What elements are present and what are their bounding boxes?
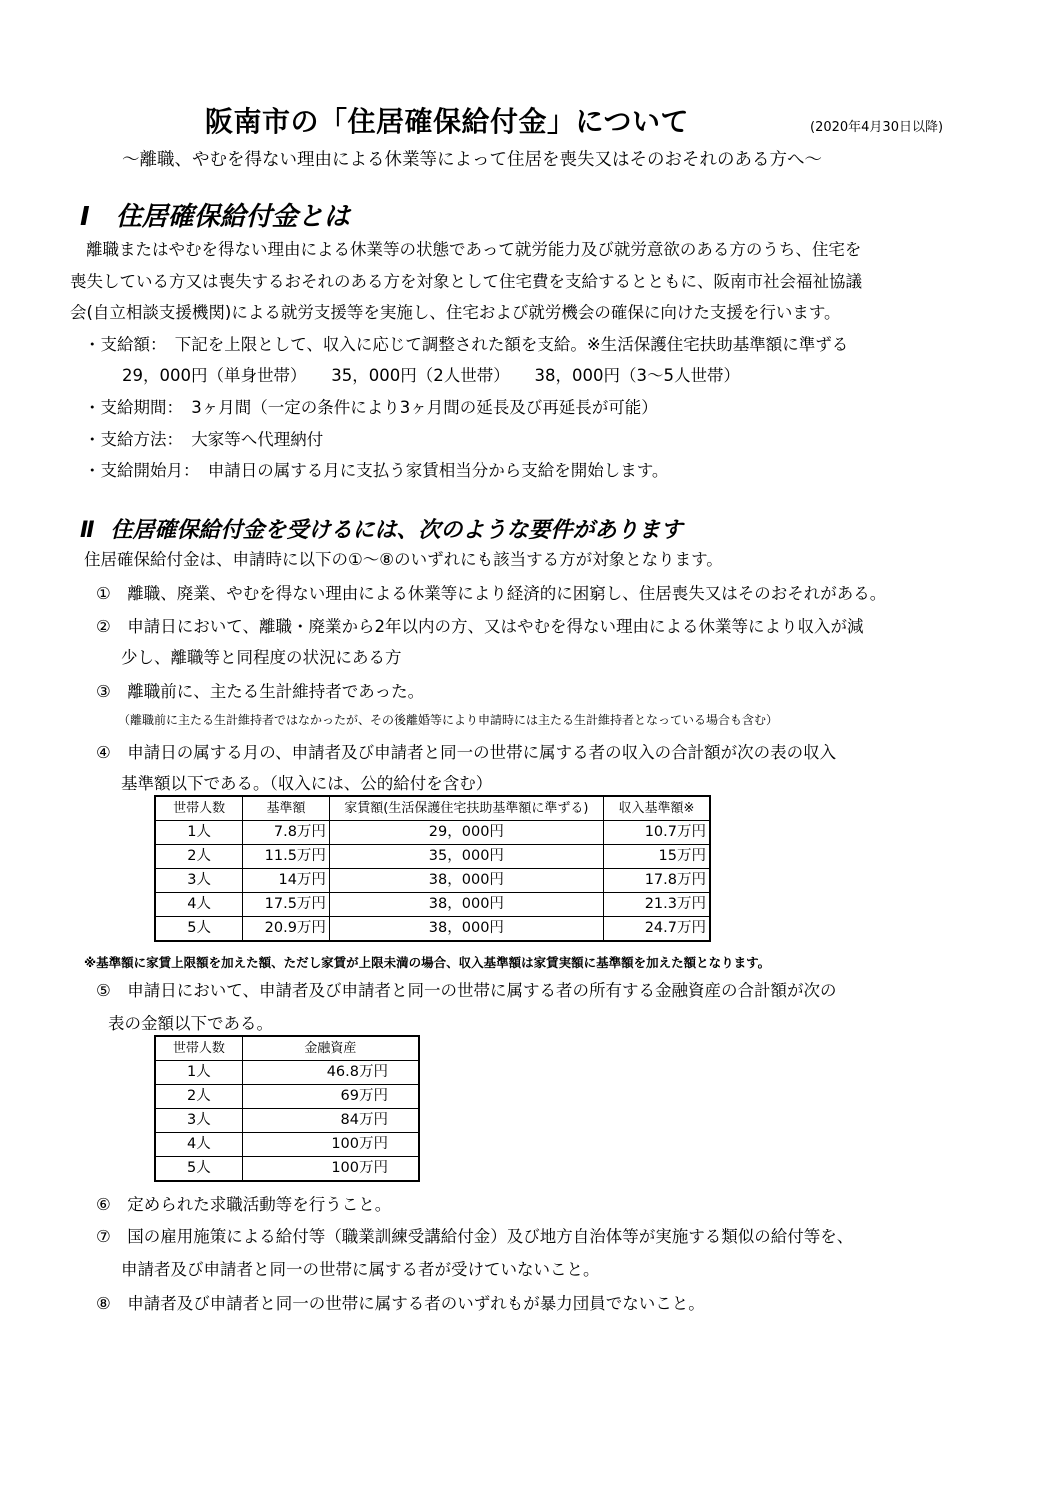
household-size-cell: 3人 bbox=[155, 869, 243, 893]
table-row bbox=[155, 1157, 419, 1182]
income-table-footnote: ※基準額に家賃上限額を加えた額、ただし家賃が上限未満の場合、収入基準額は家賃実額に基準額を加えた額となります。 bbox=[84, 955, 771, 970]
household-size-cell: 1人 bbox=[155, 821, 243, 845]
base-amount-cell: 14万円 bbox=[243, 869, 330, 893]
requirement-3-note: （離職前に主たる生計維持者ではなかったが、その後離婚等により申請時には主たる生計維持者となっている場合も含む） bbox=[118, 713, 779, 727]
rent-amount-cell: 38，000円 bbox=[329, 917, 603, 942]
income-threshold-cell: 10.7万円 bbox=[603, 821, 710, 845]
household-size-cell: 5人 bbox=[155, 1157, 242, 1182]
household-size-cell: 5人 bbox=[155, 917, 243, 942]
payment-period-item: ・支給期間： 3ヶ月間（一定の条件により3ヶ月間の延長及び再延長が可能） bbox=[84, 398, 658, 417]
payment-start-item: ・支給開始月： 申請日の属する月に支払う家賃相当分から支給を開始します。 bbox=[84, 461, 669, 480]
page-subtitle: ～離職、やむを得ない理由による休業等によって住居を喪失又はそのおそれのある方へ～ bbox=[122, 150, 822, 170]
household-size-cell: 2人 bbox=[155, 1085, 242, 1109]
requirement-6: ⑥ 定められた求職活動等を行うこと。 bbox=[96, 1195, 392, 1214]
column-header: 金融資産 bbox=[242, 1036, 419, 1061]
financial-assets-table bbox=[154, 1035, 420, 1182]
income-threshold-cell: 24.7万円 bbox=[603, 917, 710, 942]
column-header: 収入基準額※ bbox=[603, 796, 710, 821]
effective-date: (2020年4月30日以降) bbox=[810, 120, 944, 135]
rent-amount-cell: 29，000円 bbox=[329, 821, 603, 845]
requirement-4-line1: ④ 申請日の属する月の、申請者及び申請者と同一の世帯に属する者の収入の合計額が次の表の収入 bbox=[96, 743, 837, 762]
section1-intro-line1: 離職またはやむを得ない理由による休業等の状態であって就労能力及び就労意欲のある方のうち、住宅を bbox=[86, 240, 862, 259]
requirement-3: ③ 離職前に、主たる生計維持者であった。 bbox=[96, 682, 425, 701]
section2-intro: 住居確保給付金は、申請時に以下の①～⑧のいずれにも該当する方が対象となります。 bbox=[84, 550, 723, 569]
column-header: 世帯人数 bbox=[155, 796, 243, 821]
table-row bbox=[155, 893, 710, 917]
household-size-cell: 3人 bbox=[155, 1109, 242, 1133]
income-threshold-table bbox=[154, 795, 711, 942]
household-size-cell: 4人 bbox=[155, 893, 243, 917]
income-threshold-cell: 21.3万円 bbox=[603, 893, 710, 917]
requirement-4-line2: 基準額以下である。（収入には、公的給付を含む） bbox=[121, 774, 493, 793]
asset-limit-cell: 46.8万円 bbox=[242, 1061, 419, 1085]
section1-number: Ⅰ bbox=[80, 202, 90, 232]
table-row bbox=[155, 1061, 419, 1085]
income-threshold-cell: 15万円 bbox=[603, 845, 710, 869]
household-size-cell: 2人 bbox=[155, 845, 243, 869]
rent-amount-cell: 38，000円 bbox=[329, 869, 603, 893]
household-size-cell: 4人 bbox=[155, 1133, 242, 1157]
requirement-2-line2: 少し、離職等と同程度の状況にある方 bbox=[121, 648, 402, 667]
requirement-7-line2: 申請者及び申請者と同一の世帯に属する者が受けていないこと。 bbox=[121, 1260, 600, 1279]
payment-method-item: ・支給方法： 大家等へ代理納付 bbox=[84, 430, 324, 449]
requirement-5-line2: 表の金額以下である。 bbox=[108, 1014, 273, 1033]
requirement-7-line1: ⑦ 国の雇用施策による給付等（職業訓練受講給付金）及び地方自治体等が実施する類似の給付等を、 bbox=[96, 1227, 854, 1246]
section1-title: 住居確保給付金とは bbox=[115, 202, 350, 232]
requirement-5-line1: ⑤ 申請日において、申請者及び申請者と同一の世帯に属する者の所有する金融資産の合計額が次の bbox=[96, 981, 837, 1000]
table-row bbox=[155, 1109, 419, 1133]
base-amount-cell: 20.9万円 bbox=[243, 917, 330, 942]
section1-heading bbox=[80, 196, 350, 233]
column-header: 世帯人数 bbox=[155, 1036, 242, 1061]
income-threshold-cell: 17.8万円 bbox=[603, 869, 710, 893]
payment-amount-values: 29，000円（単身世帯） 35，000円（2人世帯） 38，000円（3～5人世帯） bbox=[122, 366, 740, 385]
page-title: 阪南市の「住居確保給付金」について bbox=[205, 105, 689, 138]
asset-limit-cell: 69万円 bbox=[242, 1085, 419, 1109]
base-amount-cell: 7.8万円 bbox=[243, 821, 330, 845]
table-header-row bbox=[155, 1036, 419, 1061]
column-header: 家賃額(生活保護住宅扶助基準額に準ずる) bbox=[329, 796, 603, 821]
section1-intro-line3: 会(自立相談支援機関)による就労支援等を実施し、住宅および就労機会の確保に向けた支援を行います。 bbox=[70, 303, 841, 322]
table-header-row bbox=[155, 796, 710, 821]
table-row bbox=[155, 1085, 419, 1109]
section2-title: 住居確保給付金を受けるには、次のような要件があります bbox=[110, 518, 683, 543]
asset-limit-cell: 100万円 bbox=[242, 1133, 419, 1157]
table-row bbox=[155, 1133, 419, 1157]
section1-intro-line2: 喪失している方又は喪失するおそれのある方を対象として住宅費を支給するとともに、阪南市社会福祉協議 bbox=[70, 272, 862, 291]
requirement-2-line1: ② 申請日において、離職・廃業から2年以内の方、又はやむを得ない理由による休業等により収入が減 bbox=[96, 617, 864, 636]
section2-heading bbox=[80, 513, 683, 544]
requirement-1: ① 離職、廃業、やむを得ない理由による休業等により経済的に困窮し、住居喪失又はそのおそれがある。 bbox=[96, 584, 887, 603]
base-amount-cell: 17.5万円 bbox=[243, 893, 330, 917]
column-header: 基準額 bbox=[243, 796, 330, 821]
household-size-cell: 1人 bbox=[155, 1061, 242, 1085]
table-row bbox=[155, 869, 710, 893]
table-row bbox=[155, 845, 710, 869]
table-row bbox=[155, 821, 710, 845]
asset-limit-cell: 100万円 bbox=[242, 1157, 419, 1182]
base-amount-cell: 11.5万円 bbox=[243, 845, 330, 869]
rent-amount-cell: 38，000円 bbox=[329, 893, 603, 917]
rent-amount-cell: 35，000円 bbox=[329, 845, 603, 869]
requirement-8: ⑧ 申請者及び申請者と同一の世帯に属する者のいずれもが暴力団員でないこと。 bbox=[96, 1294, 705, 1313]
asset-limit-cell: 84万円 bbox=[242, 1109, 419, 1133]
section2-number: Ⅱ bbox=[80, 518, 95, 543]
table-row bbox=[155, 917, 710, 942]
payment-amount-item: ・支給額： 下記を上限として、収入に応じて調整された額を支給。※生活保護住宅扶助基準額に準ずる bbox=[84, 335, 849, 354]
